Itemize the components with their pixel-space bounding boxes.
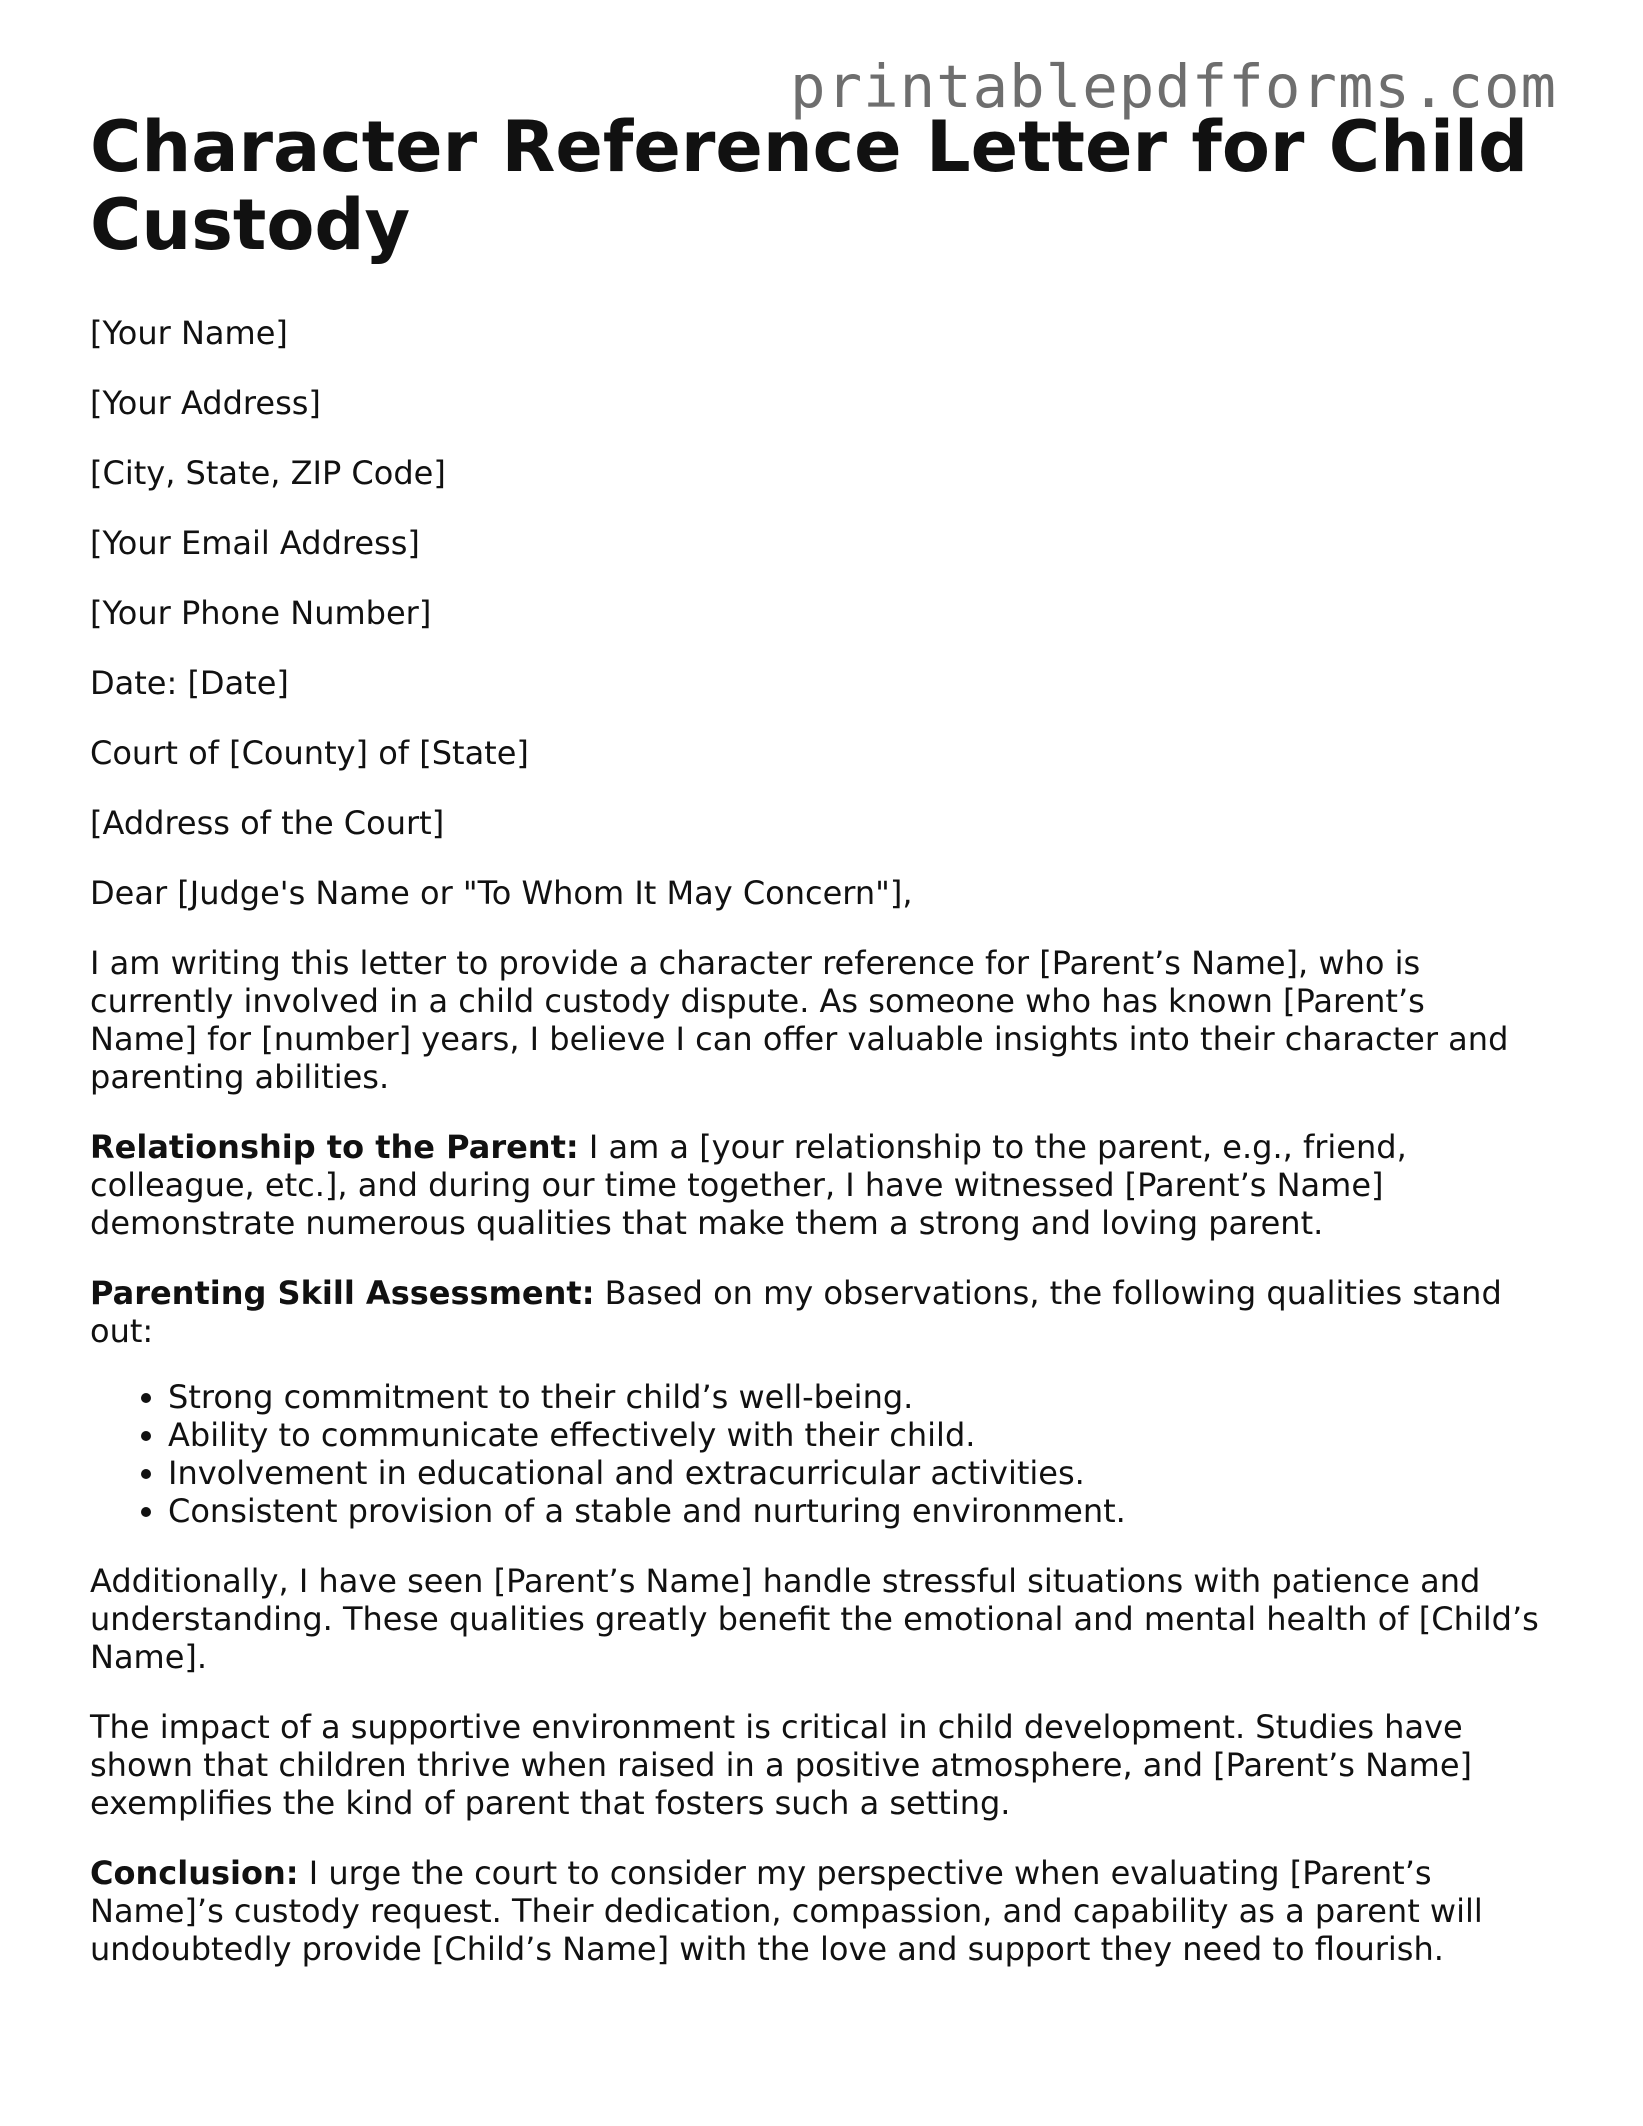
date-line: Date: [Date] [90, 664, 289, 702]
list-item: • Involvement in educational and extracurricular activities. [168, 1454, 1540, 1492]
site-watermark: printablepdfforms.com [790, 52, 1557, 121]
page-title: Character Reference Letter for Child Custody [90, 106, 1529, 266]
conclusion-paragraph [90, 1854, 1540, 1968]
sender-address: [Your Address] [90, 384, 321, 422]
sender-email: [Your Email Address] [90, 524, 420, 562]
list-item: • Strong commitment to their child’s well-being. [168, 1378, 1540, 1416]
list-item: • Consistent provision of a stable and nurturing environment. [168, 1492, 1540, 1530]
court-name: Court of [County] of [State] [90, 734, 529, 772]
sender-phone: [Your Phone Number] [90, 594, 432, 632]
impact-paragraph: The impact of a supportive environment is critical in child development. Studies have shown that children thrive when raised in a positive atmosphere, and [Parent’s Name] exemplifies the kind of parent that fosters such a setting. [90, 1708, 1472, 1822]
conclusion-label: Conclusion: [90, 1854, 299, 1892]
court-address: [Address of the Court] [90, 804, 445, 842]
relationship-paragraph [90, 1128, 1540, 1242]
salutation: Dear [Judge's Name or "To Whom It May Concern"], [90, 874, 913, 912]
assessment-text: Based on my observations, the following qualities stand out: [90, 1274, 1502, 1350]
letter-document [90, 108, 1540, 2000]
conclusion-text: I urge the court to consider my perspective when evaluating [Parent’s Name]’s custody request. Their dedication, compassion, and capability as a parent will undoubtedly provide [Child’s Name] with the love and support they need to flourish. [90, 1854, 1483, 1968]
assessment-paragraph [90, 1274, 1540, 1350]
qualities-list [90, 1378, 1540, 1530]
sender-city-state-zip: [City, State, ZIP Code] [90, 454, 446, 492]
letter-body [90, 314, 1540, 1968]
relationship-label: Relationship to the Parent: [90, 1128, 579, 1166]
relationship-text: I am a [your relationship to the parent, e.g., friend, colleague, etc.], and during our time together, I have witnessed [Parent’s Name] demonstrate numerous qualities that make them a strong and loving parent. [90, 1128, 1407, 1242]
list-item: • Ability to communicate effectively with their child. [168, 1416, 1540, 1454]
sender-name: [Your Name] [90, 314, 288, 352]
additional-paragraph: Additionally, I have seen [Parent’s Name] handle stressful situations with patience and understanding. These qualities greatly benefit the emotional and mental health of [Child’s Name]. [90, 1562, 1539, 1676]
assessment-label: Parenting Skill Assessment: [90, 1274, 595, 1312]
intro-paragraph: I am writing this letter to provide a character reference for [Parent’s Name], who is currently involved in a child custody dispute. As someone who has known [Parent’s Name] for [number] years, I believe I can offer valuable insights into their character and parenting abilities. [90, 944, 1509, 1096]
